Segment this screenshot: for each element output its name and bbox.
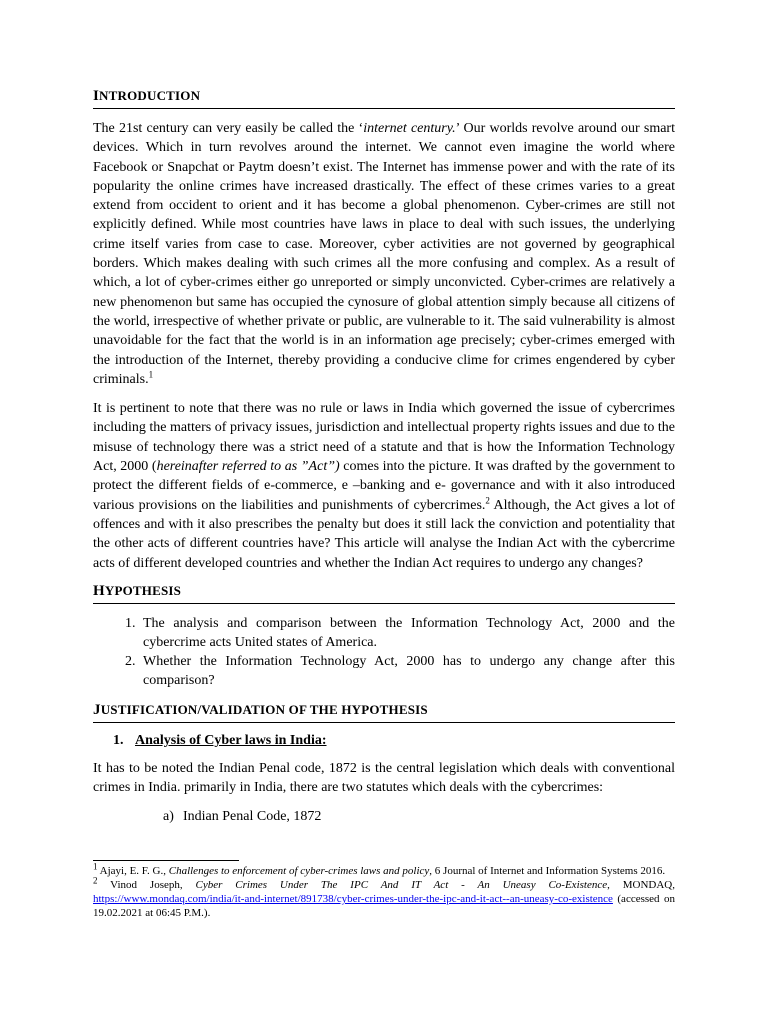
footnotes [93, 861, 675, 920]
list-item: 1. The analysis and comparison between the Information Technology Act, 2000 and the cybercrime acts United states of America. [139, 614, 675, 652]
footnote-ref-2[interactable]: 2 [485, 494, 490, 505]
intro-paragraph-2: It is pertinent to note that there was no rule or laws in India which governed the issue of cybercrimes including the matters of privacy issues, jurisdiction and intellectual property rights issues and due to the misuse of technology there was a strict need of a statute and that is how the Information Technology Act, 2000 (hereinafter referred to as ”Act”) comes into the picture. It was drafted by the government to protect the different fields of e-commerce, e –banking and e- governance and with it also introduced various provisions on the liabilities and punishments of cybercrimes.$^2$ Although, the Act gives a lot of offences and with it also prescribes the penalty but does it still lack the conviction and potentiality that the other acts of different countries have? This article will analyse the Indian Act with the cybercrime acts of different developed countries and whether the Indian Act requires to undergo any changes? [93, 401, 675, 571]
footnote-link[interactable]: https://www.mondaq.com/india/it-and-internet/891738/cyber-crimes-under-the-ipc-and-it-act--an-uneasy-co-existence [93, 893, 613, 905]
list-item: 2. Whether the Information Technology Act, 2000 has to undergo any change after this comparison? [139, 652, 675, 690]
subsection-title: 1. Analysis of Cyber laws in India: [113, 732, 327, 748]
hypothesis-list [93, 614, 675, 690]
footnote-ref-1[interactable]: 1 [148, 369, 154, 380]
footnote-separator [93, 860, 239, 861]
hypothesis-heading: HYPOTHESIS [93, 583, 675, 604]
document-page [93, 88, 675, 825]
footnote-1: $^1$ Ajayi, E. F. G., Challenges to enforcement of cyber-crimes laws and policy, 6 Journal of Internet and Information Systems 2016. [93, 861, 666, 877]
justification-paragraph: It has to be noted the Indian Penal code, 1872 is the central legislation which deals with conventional crimes in India. primarily in India, there are two statutes which deals with the cybercrimes: [93, 760, 675, 796]
justification-heading: JUSTIFICATION/VALIDATION OF THE HYPOTHESIS [93, 702, 675, 723]
sub-subsection-title: a) Indian Penal Code, 1872 [163, 809, 322, 825]
intro-paragraph-1: The 21st century can very easily be called the ‘internet century.’ Our worlds revolve around our smart devices. Which in turn revolves around the internet. We cannot even imagine the world where Facebook or Snapchat or Paytm doesn’t exist. The Internet has immense power and with the rate of its popularity the online crimes have increased drastically. The effect of these crimes varies to a great extend from occident to orient and it has become a global phenomenon. Cyber-crimes are still not explicitly defined. While most countries have laws in place to deal with such issues, the underlying crime itself varies from case to case. Moreover, cyber activities are not governed by geographical borders. Which makes dealing with such crimes all the more confusing and complex. As a result of which, a lot of cyber-crimes either go unreported or simply unconvicted. Cyber-crimes are relatively a new phenomenon but same has occupied the cynosure of global attention simply because all citizens of the world, irrespective of whether private or public, are vulnerable to it. The said vulnerability is almost unavoidable for the fact that the world is in an information age precisely; cyber-crimes emerged with the introduction of the Internet, thereby providing a conducive clime for crimes engendered by cyber criminals.$^1$ [93, 121, 675, 387]
introduction-heading: INTRODUCTION [93, 88, 675, 109]
footnote-2: $^2$ Vinod Joseph, Cyber Crimes Under The IPC And IT Act - An Uneasy Co-Existence, MONDAQ, https://www.mondaq.com/india/it-and-internet/891738/cyber-crimes-under-the-ipc-and-it-act--an-uneasy-co-existence (accessed on 19.02.2021 at 06:45 P.M.). [93, 875, 675, 919]
